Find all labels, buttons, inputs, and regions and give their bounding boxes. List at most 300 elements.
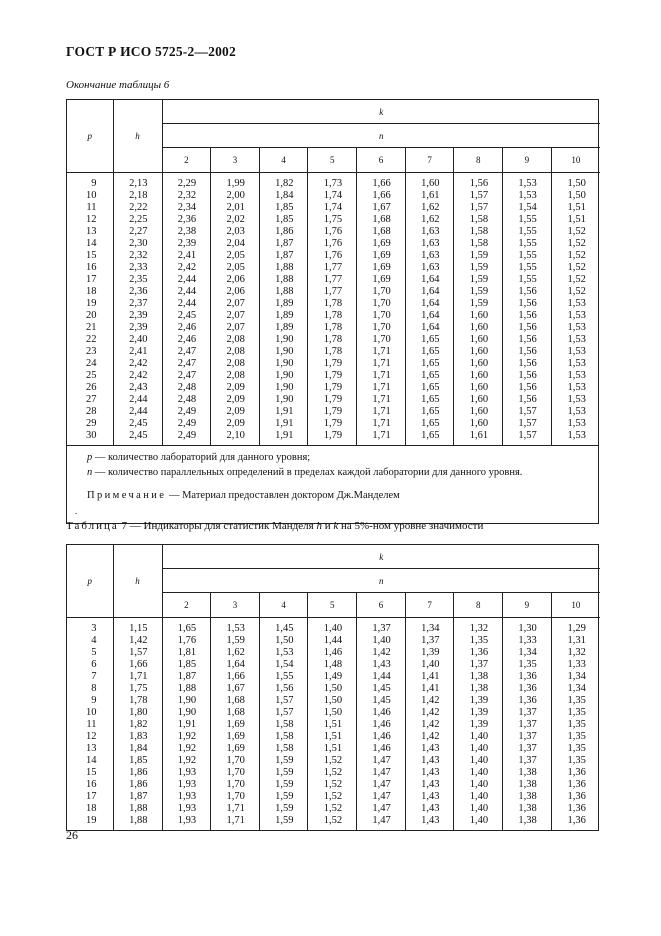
- cell-value: 1,66: [357, 190, 406, 202]
- cell-p: 9: [67, 173, 113, 191]
- cell-value: 1,90: [259, 394, 308, 406]
- table6: [66, 99, 599, 524]
- cell-value: 1,55: [259, 671, 308, 683]
- cell-value: 2,41: [162, 250, 211, 262]
- cell-value: 1,66: [357, 173, 406, 191]
- cell-value: 1,99: [211, 173, 260, 191]
- cell-value: 1,63: [405, 250, 454, 262]
- cell-value: 1,90: [259, 382, 308, 394]
- cell-value: 1,69: [211, 731, 260, 743]
- cell-value: 1,60: [454, 382, 503, 394]
- cell-value: 1,88: [259, 262, 308, 274]
- cell-value: 1,59: [454, 262, 503, 274]
- cell-value: 1,92: [162, 743, 211, 755]
- cell-h: 1,88: [113, 803, 162, 815]
- cell-value: 1,33: [551, 659, 600, 671]
- table-row: [67, 707, 600, 719]
- col-header-n-value: 6: [357, 148, 406, 173]
- cell-value: 1,59: [259, 815, 308, 830]
- table-row: [67, 226, 600, 238]
- cell-value: 2,44: [162, 274, 211, 286]
- cell-value: 1,69: [357, 274, 406, 286]
- cell-value: 1,56: [259, 683, 308, 695]
- cell-h: 1,71: [113, 671, 162, 683]
- table7-caption-h: h: [316, 520, 322, 532]
- cell-p: 18: [67, 803, 113, 815]
- cell-value: 1,85: [162, 659, 211, 671]
- cell-value: 1,43: [405, 791, 454, 803]
- cell-p: 26: [67, 382, 113, 394]
- table-row: [67, 298, 600, 310]
- cell-value: 1,56: [503, 358, 552, 370]
- cell-value: 1,71: [357, 382, 406, 394]
- cell-h: 2,39: [113, 310, 162, 322]
- cell-value: 1,47: [357, 815, 406, 830]
- cell-value: 1,67: [211, 683, 260, 695]
- cell-value: 2,00: [211, 190, 260, 202]
- cell-value: 1,53: [551, 382, 600, 394]
- cell-value: 1,53: [211, 618, 260, 636]
- table-row: [67, 214, 600, 226]
- cell-value: 1,70: [211, 767, 260, 779]
- cell-h: 1,15: [113, 618, 162, 636]
- cell-value: 2,49: [162, 418, 211, 430]
- table-row: [67, 731, 600, 743]
- table-row: [67, 791, 600, 803]
- cell-value: 1,40: [308, 618, 357, 636]
- cell-value: 1,59: [259, 803, 308, 815]
- cell-p: 27: [67, 394, 113, 406]
- cell-value: 1,69: [211, 743, 260, 755]
- cell-value: 1,65: [405, 358, 454, 370]
- page-number: 26: [66, 828, 78, 842]
- cell-value: 1,39: [454, 695, 503, 707]
- table-row: [67, 250, 600, 262]
- table-row: [67, 346, 600, 358]
- table-row: [67, 671, 600, 683]
- cell-p: 13: [67, 743, 113, 755]
- cell-value: 1,79: [308, 370, 357, 382]
- table-row: [67, 310, 600, 322]
- table7-caption-k: k: [333, 520, 339, 532]
- cell-value: 1,56: [503, 322, 552, 334]
- cell-p: 4: [67, 635, 113, 647]
- cell-p: 12: [67, 214, 113, 226]
- table-row: [67, 803, 600, 815]
- cell-p: 24: [67, 358, 113, 370]
- cell-value: 1,77: [308, 274, 357, 286]
- cell-value: 2,29: [162, 173, 211, 191]
- cell-value: 1,65: [162, 618, 211, 636]
- cell-value: 1,76: [308, 250, 357, 262]
- cell-value: 1,53: [551, 358, 600, 370]
- cell-value: 1,90: [259, 358, 308, 370]
- cell-value: 1,57: [503, 418, 552, 430]
- cell-p: 20: [67, 310, 113, 322]
- cell-value: 1,51: [551, 202, 600, 214]
- cell-value: 1,52: [551, 286, 600, 298]
- cell-value: 1,64: [211, 659, 260, 671]
- cell-value: 1,36: [503, 695, 552, 707]
- cell-value: 1,69: [357, 250, 406, 262]
- cell-value: 1,90: [162, 695, 211, 707]
- cell-value: 1,64: [405, 310, 454, 322]
- cell-value: 1,60: [454, 418, 503, 430]
- cell-value: 1,34: [551, 683, 600, 695]
- cell-value: 1,37: [454, 659, 503, 671]
- cell-value: 1,69: [357, 238, 406, 250]
- cell-value: 1,65: [405, 394, 454, 406]
- cell-value: 1,38: [503, 779, 552, 791]
- cell-value: 2,05: [211, 250, 260, 262]
- cell-value: 2,48: [162, 382, 211, 394]
- cell-value: 2,07: [211, 322, 260, 334]
- table-row: [67, 286, 600, 298]
- cell-p: 15: [67, 767, 113, 779]
- cell-value: 2,44: [162, 286, 211, 298]
- cell-value: 1,42: [405, 719, 454, 731]
- cell-value: 1,53: [503, 173, 552, 191]
- header-row: [67, 545, 600, 569]
- cell-p: 7: [67, 671, 113, 683]
- table-row: [67, 767, 600, 779]
- cell-value: 1,37: [503, 719, 552, 731]
- cell-value: 1,40: [454, 767, 503, 779]
- cell-value: 1,56: [503, 286, 552, 298]
- cell-value: 1,58: [259, 731, 308, 743]
- col-header-n-value: 2: [162, 148, 211, 173]
- cell-p: 25: [67, 370, 113, 382]
- table7-caption-tail: на 5%-ном уровне значимости: [338, 520, 484, 532]
- cell-value: 1,59: [259, 755, 308, 767]
- cell-value: 1,38: [503, 791, 552, 803]
- cell-value: 1,45: [357, 683, 406, 695]
- cell-value: 1,54: [259, 659, 308, 671]
- cell-value: 1,88: [259, 286, 308, 298]
- cell-value: 1,52: [551, 226, 600, 238]
- cell-value: 1,36: [551, 779, 600, 791]
- cell-p: 11: [67, 202, 113, 214]
- cell-value: 1,36: [551, 791, 600, 803]
- cell-value: 1,59: [259, 779, 308, 791]
- cell-h: 2,39: [113, 322, 162, 334]
- cell-value: 2,04: [211, 238, 260, 250]
- cell-value: 1,43: [405, 743, 454, 755]
- cell-h: 2,30: [113, 238, 162, 250]
- cell-value: 1,63: [405, 262, 454, 274]
- table-row: [67, 430, 600, 445]
- cell-value: 1,64: [405, 286, 454, 298]
- note-dot: .: [75, 506, 78, 516]
- cell-value: 2,07: [211, 310, 260, 322]
- cell-value: 1,58: [454, 226, 503, 238]
- cell-value: 1,57: [454, 190, 503, 202]
- cell-h: 2,44: [113, 406, 162, 418]
- cell-value: 1,56: [503, 298, 552, 310]
- cell-value: 1,57: [454, 202, 503, 214]
- cell-value: 1,59: [259, 767, 308, 779]
- col-header-h: h: [113, 100, 162, 173]
- cell-value: 1,50: [308, 707, 357, 719]
- cell-value: 1,55: [503, 274, 552, 286]
- cell-value: 2,05: [211, 262, 260, 274]
- cell-value: 1,78: [308, 322, 357, 334]
- cell-value: 1,38: [454, 671, 503, 683]
- cell-value: 1,45: [357, 695, 406, 707]
- cell-h: 2,36: [113, 286, 162, 298]
- table-row: [67, 635, 600, 647]
- table-row: [67, 719, 600, 731]
- cell-value: 1,56: [503, 310, 552, 322]
- col-header-n-value: 3: [211, 593, 260, 618]
- cell-value: 2,10: [211, 430, 260, 445]
- table-row: [67, 815, 600, 830]
- cell-p: 18: [67, 286, 113, 298]
- cell-p: 22: [67, 334, 113, 346]
- cell-h: 1,85: [113, 755, 162, 767]
- cell-value: 1,57: [259, 707, 308, 719]
- cell-p: 16: [67, 262, 113, 274]
- table-row: [67, 238, 600, 250]
- cell-value: 1,55: [503, 238, 552, 250]
- cell-value: 1,38: [454, 683, 503, 695]
- col-header-n-value: 6: [357, 593, 406, 618]
- cell-value: 2,47: [162, 370, 211, 382]
- cell-value: 1,53: [551, 418, 600, 430]
- table-row: [67, 779, 600, 791]
- cell-value: 1,52: [551, 262, 600, 274]
- cell-value: 1,37: [503, 731, 552, 743]
- cell-value: 1,38: [503, 815, 552, 830]
- table-row: [67, 618, 600, 636]
- col-header-n-value: 9: [503, 593, 552, 618]
- cell-p: 17: [67, 791, 113, 803]
- cell-p: 11: [67, 719, 113, 731]
- cell-value: 1,68: [357, 214, 406, 226]
- cell-value: 1,55: [503, 250, 552, 262]
- cell-value: 1,29: [551, 618, 600, 636]
- cell-value: 1,40: [454, 791, 503, 803]
- cell-value: 1,52: [308, 791, 357, 803]
- cell-value: 1,40: [405, 659, 454, 671]
- cell-p: 10: [67, 190, 113, 202]
- note-p-text: — количество лабораторий для данного уровня;: [92, 452, 311, 463]
- cell-value: 1,51: [551, 214, 600, 226]
- cell-value: 1,89: [259, 310, 308, 322]
- cell-value: 1,64: [405, 298, 454, 310]
- cell-value: 1,55: [503, 226, 552, 238]
- cell-p: 14: [67, 755, 113, 767]
- cell-value: 1,70: [357, 334, 406, 346]
- cell-value: 1,37: [503, 755, 552, 767]
- cell-value: 1,93: [162, 767, 211, 779]
- cell-value: 1,70: [357, 310, 406, 322]
- cell-p: 16: [67, 779, 113, 791]
- cell-value: 1,81: [162, 647, 211, 659]
- cell-value: 1,58: [259, 743, 308, 755]
- cell-value: 1,76: [308, 238, 357, 250]
- cell-value: 1,55: [503, 262, 552, 274]
- cell-value: 1,79: [308, 406, 357, 418]
- col-header-n-value: 10: [551, 593, 600, 618]
- cell-value: 1,85: [259, 214, 308, 226]
- cell-value: 1,36: [551, 803, 600, 815]
- cell-value: 1,47: [357, 803, 406, 815]
- col-header-n-value: 10: [551, 148, 600, 173]
- cell-h: 1,66: [113, 659, 162, 671]
- cell-value: 2,34: [162, 202, 211, 214]
- cell-value: 2,08: [211, 358, 260, 370]
- cell-value: 1,71: [357, 394, 406, 406]
- cell-value: 1,53: [551, 394, 600, 406]
- table6-caption: Окончание таблицы 6: [66, 79, 170, 91]
- col-header-n-value: 9: [503, 148, 552, 173]
- cell-value: 1,70: [211, 755, 260, 767]
- cell-h: 2,42: [113, 358, 162, 370]
- cell-value: 2,36: [162, 214, 211, 226]
- cell-value: 1,53: [551, 370, 600, 382]
- cell-h: 2,25: [113, 214, 162, 226]
- cell-value: 2,47: [162, 346, 211, 358]
- cell-value: 1,35: [454, 635, 503, 647]
- table7: [66, 544, 599, 831]
- cell-value: 1,59: [454, 274, 503, 286]
- cell-value: 1,70: [357, 322, 406, 334]
- cell-h: 2,41: [113, 346, 162, 358]
- col-header-k: k: [162, 545, 600, 569]
- cell-value: 1,37: [357, 618, 406, 636]
- cell-value: 2,47: [162, 358, 211, 370]
- cell-value: 1,50: [551, 173, 600, 191]
- cell-value: 1,56: [503, 346, 552, 358]
- cell-value: 1,71: [357, 358, 406, 370]
- cell-value: 1,64: [405, 274, 454, 286]
- cell-value: 1,43: [405, 779, 454, 791]
- cell-p: 5: [67, 647, 113, 659]
- cell-value: 2,32: [162, 190, 211, 202]
- table-row: [67, 418, 600, 430]
- cell-value: 1,52: [308, 767, 357, 779]
- cell-value: 1,49: [308, 671, 357, 683]
- cell-value: 1,43: [405, 803, 454, 815]
- cell-value: 1,41: [405, 671, 454, 683]
- cell-p: 13: [67, 226, 113, 238]
- cell-value: 1,33: [503, 635, 552, 647]
- cell-value: 1,65: [405, 334, 454, 346]
- cell-p: 14: [67, 238, 113, 250]
- cell-h: 2,43: [113, 382, 162, 394]
- cell-value: 1,66: [211, 671, 260, 683]
- cell-value: 1,35: [503, 659, 552, 671]
- cell-h: 2,40: [113, 334, 162, 346]
- cell-h: 2,32: [113, 250, 162, 262]
- cell-value: 1,40: [454, 803, 503, 815]
- cell-value: 1,85: [259, 202, 308, 214]
- cell-value: 2,03: [211, 226, 260, 238]
- table7-caption-text: 7 — Индикаторы для статистик Манделя: [118, 520, 317, 532]
- cell-value: 2,42: [162, 262, 211, 274]
- table-row: [67, 659, 600, 671]
- cell-value: 1,35: [551, 755, 600, 767]
- cell-value: 1,92: [162, 755, 211, 767]
- col-header-n-value: 3: [211, 148, 260, 173]
- col-header-n-value: 2: [162, 593, 211, 618]
- table-row: [67, 274, 600, 286]
- cell-value: 1,75: [308, 214, 357, 226]
- cell-value: 1,58: [454, 238, 503, 250]
- cell-value: 2,49: [162, 430, 211, 445]
- cell-value: 1,65: [405, 418, 454, 430]
- cell-value: 1,46: [357, 719, 406, 731]
- cell-value: 1,39: [454, 707, 503, 719]
- cell-value: 2,06: [211, 286, 260, 298]
- table7-caption-word: Таблица: [66, 520, 119, 532]
- table-row: [67, 683, 600, 695]
- cell-value: 1,61: [405, 190, 454, 202]
- col-header-n-value: 8: [454, 148, 503, 173]
- cell-value: 2,45: [162, 310, 211, 322]
- cell-value: 1,90: [259, 346, 308, 358]
- cell-value: 1,59: [259, 791, 308, 803]
- cell-value: 1,78: [308, 346, 357, 358]
- cell-value: 2,01: [211, 202, 260, 214]
- cell-h: 2,42: [113, 370, 162, 382]
- cell-value: 1,46: [357, 731, 406, 743]
- cell-value: 1,30: [503, 618, 552, 636]
- cell-value: 1,35: [551, 695, 600, 707]
- cell-value: 1,60: [454, 334, 503, 346]
- cell-value: 1,41: [405, 683, 454, 695]
- cell-value: 2,09: [211, 394, 260, 406]
- cell-value: 1,43: [405, 767, 454, 779]
- cell-value: 1,65: [405, 430, 454, 445]
- cell-h: 2,35: [113, 274, 162, 286]
- cell-value: 1,51: [308, 743, 357, 755]
- cell-value: 1,71: [211, 815, 260, 830]
- cell-value: 1,36: [454, 647, 503, 659]
- cell-value: 1,60: [405, 173, 454, 191]
- cell-value: 2,08: [211, 346, 260, 358]
- cell-h: 2,33: [113, 262, 162, 274]
- cell-value: 1,53: [551, 334, 600, 346]
- table-row: [67, 743, 600, 755]
- cell-value: 1,59: [454, 298, 503, 310]
- cell-h: 1,80: [113, 707, 162, 719]
- cell-value: 1,50: [551, 190, 600, 202]
- cell-h: 1,84: [113, 743, 162, 755]
- header-row: [67, 100, 600, 124]
- cell-value: 1,35: [551, 743, 600, 755]
- cell-value: 1,56: [503, 334, 552, 346]
- cell-p: 3: [67, 618, 113, 636]
- cell-value: 1,71: [357, 418, 406, 430]
- cell-value: 1,93: [162, 815, 211, 830]
- cell-h: 2,37: [113, 298, 162, 310]
- cell-value: 1,71: [357, 406, 406, 418]
- cell-value: 1,79: [308, 418, 357, 430]
- table-row: [67, 262, 600, 274]
- cell-h: 2,22: [113, 202, 162, 214]
- cell-value: 1,57: [503, 406, 552, 418]
- cell-value: 2,06: [211, 274, 260, 286]
- cell-value: 1,53: [259, 647, 308, 659]
- cell-value: 1,53: [551, 322, 600, 334]
- col-header-n-value: 5: [308, 148, 357, 173]
- cell-value: 1,47: [357, 767, 406, 779]
- cell-value: 1,59: [211, 635, 260, 647]
- col-header-p: p: [67, 545, 113, 618]
- cell-value: 1,54: [503, 202, 552, 214]
